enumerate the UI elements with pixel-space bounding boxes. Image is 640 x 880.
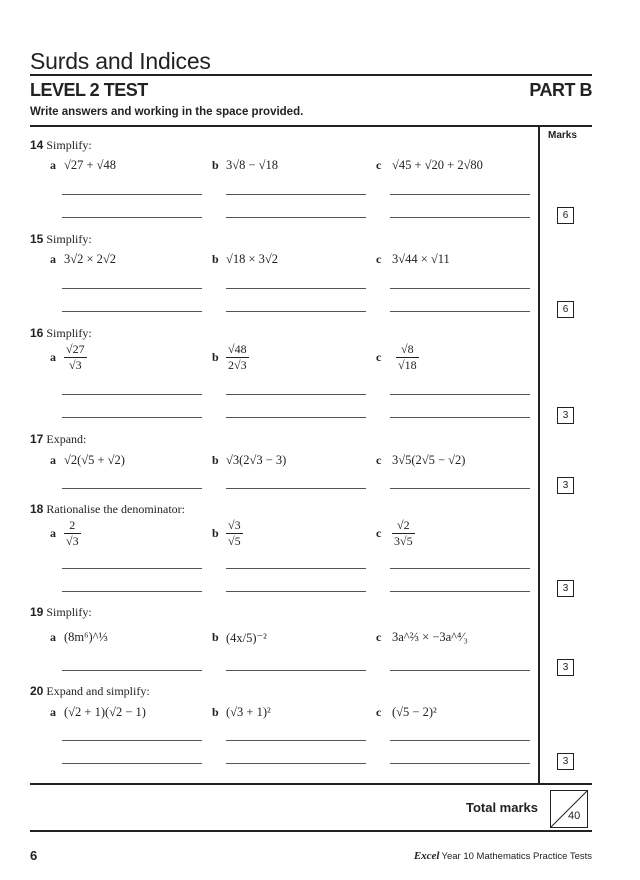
- answer-line[interactable]: [226, 394, 366, 395]
- answer-line[interactable]: [390, 311, 530, 312]
- q14c-label: c: [376, 158, 382, 172]
- q15a-expression: 3√2 × 2√2: [64, 252, 117, 266]
- question-16-heading: 16 Simplify:: [30, 326, 92, 340]
- answer-line[interactable]: [390, 394, 530, 395]
- answer-line[interactable]: [390, 740, 530, 741]
- q17b-expression: √3(2√3 − 3): [226, 453, 287, 467]
- answer-line[interactable]: [62, 763, 202, 764]
- q15c-expression: 3√44 × √11: [392, 252, 450, 266]
- answer-line[interactable]: [226, 417, 366, 418]
- answer-line[interactable]: [390, 670, 530, 671]
- question-20-heading: 20 Expand and simplify:: [30, 684, 150, 698]
- q15b-expression: √18 × 3√2: [226, 252, 279, 266]
- marks-column-heading: Marks: [548, 130, 577, 141]
- q20a-expression: (√2 + 1)(√2 − 1): [64, 705, 146, 719]
- answer-line[interactable]: [226, 217, 366, 218]
- q20c-label: c: [376, 705, 382, 719]
- total-rule-top: [30, 783, 592, 785]
- answer-line[interactable]: [62, 288, 202, 289]
- q19a-expression: (8m⁶)^⅓: [64, 630, 108, 644]
- q14a-label: a: [50, 158, 56, 172]
- q18a-fraction: $\frac{2}{√3}$: [66, 518, 79, 548]
- q19c-label: c: [376, 630, 382, 644]
- q20b-label: b: [212, 705, 219, 719]
- answer-line[interactable]: [62, 311, 202, 312]
- q14b-expression: 3√8 − √18: [226, 158, 279, 172]
- book-title: Year 10 Mathematics Practice Tests: [441, 851, 592, 862]
- total-marks-box[interactable]: [550, 790, 588, 828]
- answer-line[interactable]: [390, 591, 530, 592]
- page-number: 6: [30, 848, 38, 863]
- marks-column-divider: [538, 125, 540, 783]
- q15a-label: a: [50, 252, 56, 266]
- q20c-expression: (√5 − 2)²: [392, 705, 437, 719]
- answer-line[interactable]: [62, 217, 202, 218]
- q20b-expression: (√3 + 1)²: [226, 705, 271, 719]
- q17a-label: a: [50, 453, 56, 467]
- q16a-label: a: [50, 350, 56, 364]
- question-14-heading: 14 Simplify:: [30, 138, 92, 152]
- level-heading: LEVEL 2 TEST: [30, 80, 148, 100]
- total-marks-label: Total marks: [465, 800, 538, 815]
- part-heading: PART B: [529, 80, 592, 100]
- answer-line[interactable]: [390, 194, 530, 195]
- instructions: Write answers and working in the space provided.: [30, 106, 304, 118]
- answer-line[interactable]: [226, 568, 366, 569]
- q19b-label: b: [212, 630, 219, 644]
- marks-box-q16: 3: [557, 407, 574, 424]
- q17b-label: b: [212, 453, 219, 467]
- q14a-expression: √27 + √48: [64, 158, 117, 172]
- answer-line[interactable]: [390, 217, 530, 218]
- answer-line[interactable]: [62, 417, 202, 418]
- q19b-expression: (4x/5)⁻²: [226, 631, 267, 645]
- answer-line[interactable]: [226, 670, 366, 671]
- answer-line[interactable]: [390, 488, 530, 489]
- answer-line[interactable]: [390, 288, 530, 289]
- q18b-label: b: [212, 526, 219, 540]
- q16c-fraction: $\frac{√8}{√18}$: [398, 342, 417, 372]
- answer-line[interactable]: [62, 394, 202, 395]
- q16b-fraction: $\frac{√48}{2√3}$: [228, 342, 247, 372]
- question-19-heading: 19 Simplify:: [30, 605, 92, 619]
- q18a-label: a: [50, 526, 56, 540]
- answer-line[interactable]: [62, 488, 202, 489]
- page-title: Surds and Indices: [30, 48, 211, 74]
- q18c-label: c: [376, 526, 382, 540]
- q17a-expression: √2(√5 + √2): [64, 453, 125, 467]
- answer-line[interactable]: [226, 740, 366, 741]
- total-rule-bottom: [30, 830, 592, 832]
- brand-name: Excel: [413, 850, 440, 862]
- answer-line[interactable]: [226, 311, 366, 312]
- footer-credit: [414, 850, 592, 862]
- answer-line[interactable]: [226, 194, 366, 195]
- answer-line[interactable]: [226, 488, 366, 489]
- question-15-heading: 15 Simplify:: [30, 232, 92, 246]
- answer-line[interactable]: [390, 568, 530, 569]
- answer-line[interactable]: [62, 194, 202, 195]
- q16c-label: c: [376, 350, 382, 364]
- marks-box-q14: 6: [557, 207, 574, 224]
- marks-box-q18: 3: [557, 580, 574, 597]
- answer-line[interactable]: [226, 288, 366, 289]
- marks-box-q19: 3: [557, 659, 574, 676]
- q15b-label: b: [212, 252, 219, 266]
- answer-line[interactable]: [226, 763, 366, 764]
- q19c-expression: 3a^⅔ × −3a^⁴⁄₃: [392, 630, 468, 644]
- total-marks-value: 40: [568, 810, 581, 822]
- q14c-expression: √45 + √20 + 2√80: [392, 158, 483, 172]
- answer-line[interactable]: [390, 763, 530, 764]
- header-rule: [30, 125, 592, 127]
- q19a-label: a: [50, 630, 56, 644]
- answer-line[interactable]: [390, 417, 530, 418]
- answer-line[interactable]: [62, 670, 202, 671]
- q16b-label: b: [212, 350, 219, 364]
- marks-box-q20: 3: [557, 753, 574, 770]
- q17c-expression: 3√5(2√5 − √2): [392, 453, 466, 467]
- q16a-fraction: $\frac{√27}{√3}$: [66, 342, 85, 372]
- marks-box-q15: 6: [557, 301, 574, 318]
- marks-box-q17: 3: [557, 477, 574, 494]
- q17c-label: c: [376, 453, 382, 467]
- q14b-label: b: [212, 158, 219, 172]
- answer-line[interactable]: [62, 740, 202, 741]
- q18b-fraction: $\frac{√3}{√5}$: [228, 518, 241, 548]
- q20a-label: a: [50, 705, 56, 719]
- answer-line[interactable]: [62, 591, 202, 592]
- answer-line[interactable]: [226, 591, 366, 592]
- q15c-label: c: [376, 252, 382, 266]
- q18c-fraction: $\frac{√2}{3√5}$: [394, 518, 413, 548]
- question-18-heading: 18 Rationalise the denominator:: [30, 502, 185, 516]
- title-rule: [30, 74, 592, 76]
- answer-line[interactable]: [62, 568, 202, 569]
- question-17-heading: 17 Expand:: [30, 432, 87, 446]
